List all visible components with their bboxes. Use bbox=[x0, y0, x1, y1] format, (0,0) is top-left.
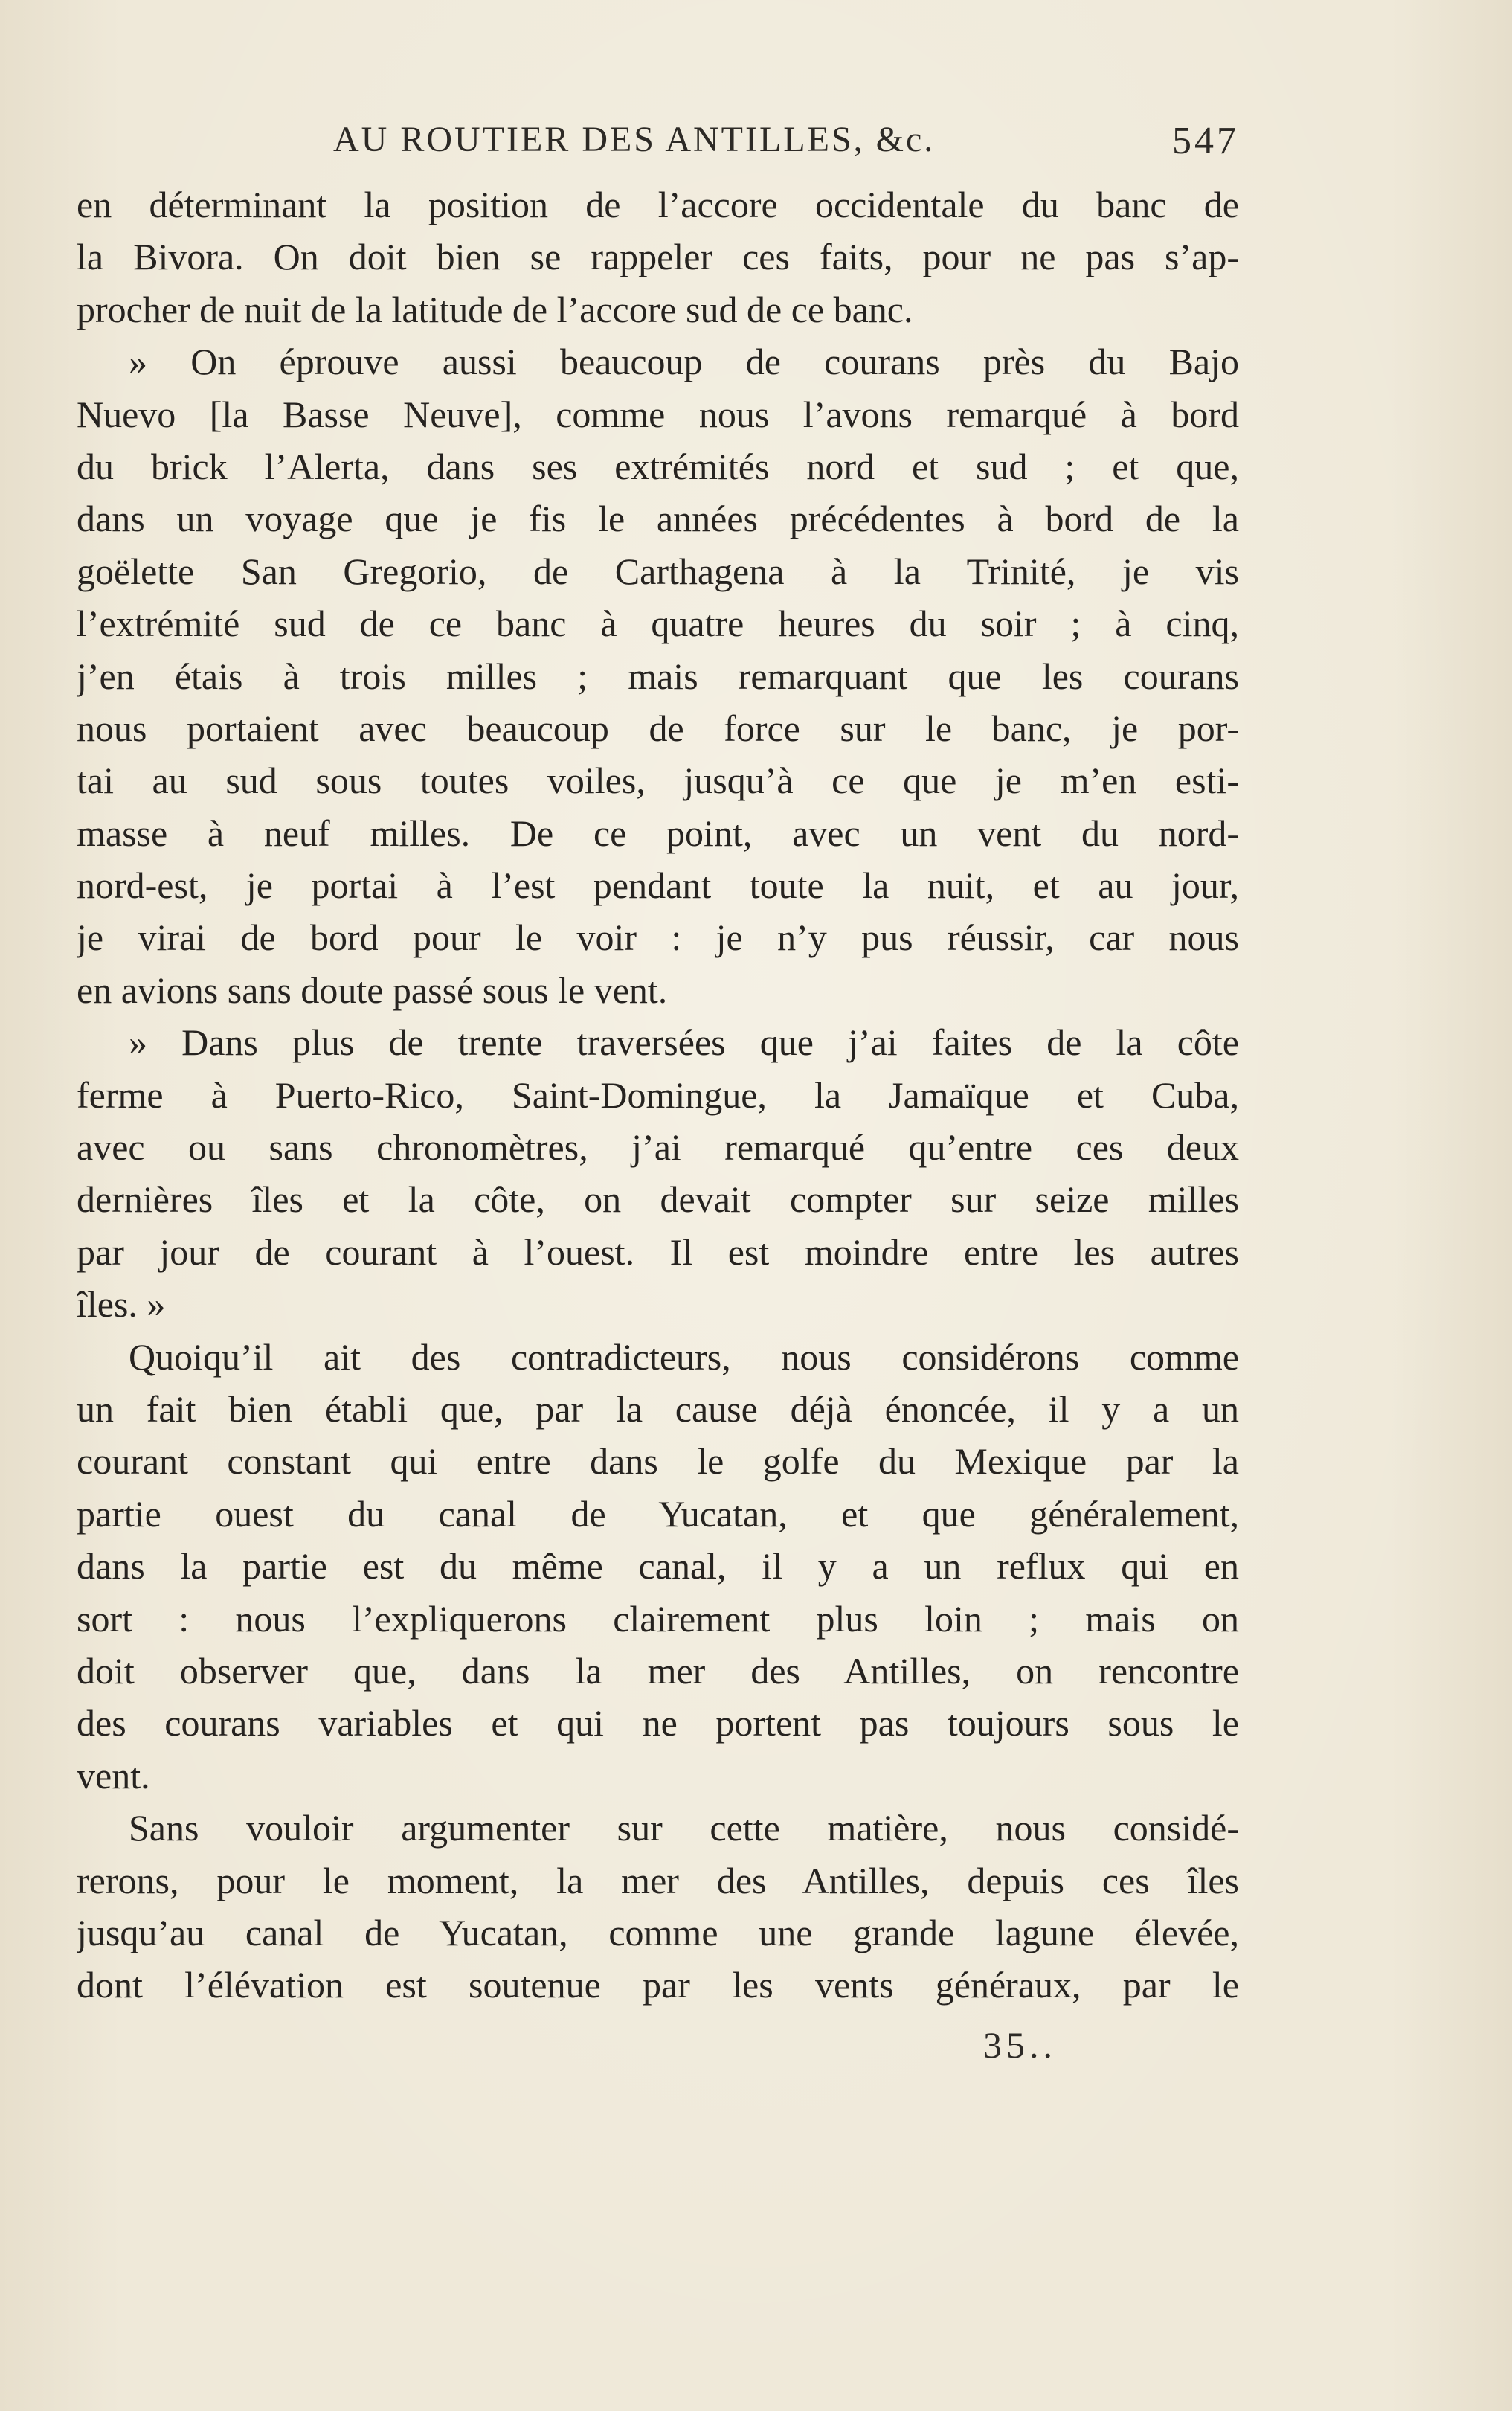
text-line: procher de nuit de la latitude de l’accore sud de ce banc. bbox=[77, 288, 913, 330]
text-line: nous portaient avec beaucoup de force sur le banc, je por- bbox=[77, 707, 1239, 749]
text-line: » Dans plus de trente traversées que j’ai faites de la côte bbox=[129, 1021, 1239, 1064]
page-number: 547 bbox=[1172, 120, 1239, 162]
text-line: Quoiqu’il ait des contradicteurs, nous considérons comme bbox=[129, 1335, 1239, 1378]
text-line: Sans vouloir argumenter sur cette matière, nous considé- bbox=[129, 1807, 1239, 1849]
text-line: doit observer que, dans la mer des Antilles, on rencontre bbox=[77, 1649, 1239, 1692]
text-line: un fait bien établi que, par la cause déjà énoncée, il y a un bbox=[77, 1387, 1239, 1430]
text-line: masse à neuf milles. De ce point, avec un vent du nord- bbox=[77, 812, 1239, 854]
running-head bbox=[77, 113, 1239, 167]
text-line: tai au sud sous toutes voiles, jusqu’à ce que je m’en esti- bbox=[77, 760, 1239, 802]
text-line: des courans variables et qui ne portent pas toujours sous le bbox=[77, 1702, 1239, 1744]
text-line: l’extrémité sud de ce banc à quatre heures du soir ; à cinq, bbox=[77, 603, 1239, 645]
signature-mark: 35.. bbox=[983, 2024, 1057, 2066]
text-line: en déterminant la position de l’accore occidentale du banc de bbox=[77, 184, 1239, 225]
text-line: dernières îles et la côte, on devait compter sur seize milles bbox=[77, 1178, 1239, 1221]
text-line: par jour de courant à l’ouest. Il est moindre entre les autres bbox=[77, 1230, 1239, 1273]
text-line: dans un voyage que je fis le années précédentes à bord de la bbox=[77, 498, 1239, 540]
text-line: » On éprouve aussi beaucoup de courans près du Bajo bbox=[129, 341, 1239, 383]
text-line: vent. bbox=[77, 1754, 150, 1797]
text-line: Nuevo [la Basse Neuve], comme nous l’avons remarqué à bord bbox=[77, 393, 1239, 435]
text-line: nord-est, je portai à l’est pendant toute la nuit, et au jour, bbox=[77, 864, 1239, 907]
text-line: je virai de bord pour le voir : je n’y pus réussir, car nous bbox=[77, 916, 1239, 959]
body-text bbox=[77, 179, 1239, 2012]
text-line: dont l’élévation est soutenue par les vents généraux, par le bbox=[77, 1964, 1239, 2006]
running-title: AU ROUTIER DES ANTILLES, &c. bbox=[333, 120, 936, 159]
text-line: avec ou sans chronomètres, j’ai remarqué qu’entre ces deux bbox=[77, 1126, 1239, 1169]
text-line: îles. » bbox=[77, 1283, 166, 1326]
text-line: du brick l’Alerta, dans ses extrémités nord et sud ; et que, bbox=[77, 445, 1239, 487]
text-line: ferme à Puerto-Rico, Saint-Domingue, la Jamaïque et Cuba, bbox=[77, 1073, 1239, 1116]
text-line: jusqu’au canal de Yucatan, comme une grande lagune élevée, bbox=[77, 1911, 1239, 1953]
text-line: courant constant qui entre dans le golfe du Mexique par la bbox=[77, 1440, 1239, 1483]
text-line: partie ouest du canal de Yucatan, et que généralement, bbox=[77, 1492, 1239, 1535]
text-line: la Bivora. On doit bien se rappeler ces faits, pour ne pas s’ap- bbox=[77, 236, 1239, 278]
text-line: goëlette San Gregorio, de Carthagena à la Trinité, je vis bbox=[77, 550, 1239, 592]
text-line: en avions sans doute passé sous le vent. bbox=[77, 969, 668, 1011]
text-line: j’en étais à trois milles ; mais remarquant que les courans bbox=[77, 655, 1239, 697]
text-line: sort : nous l’expliquerons clairement plus loin ; mais on bbox=[77, 1597, 1239, 1640]
text-line: dans la partie est du même canal, il y a un reflux qui en bbox=[77, 1545, 1239, 1587]
text-line: rerons, pour le moment, la mer des Antilles, depuis ces îles bbox=[77, 1859, 1239, 1901]
